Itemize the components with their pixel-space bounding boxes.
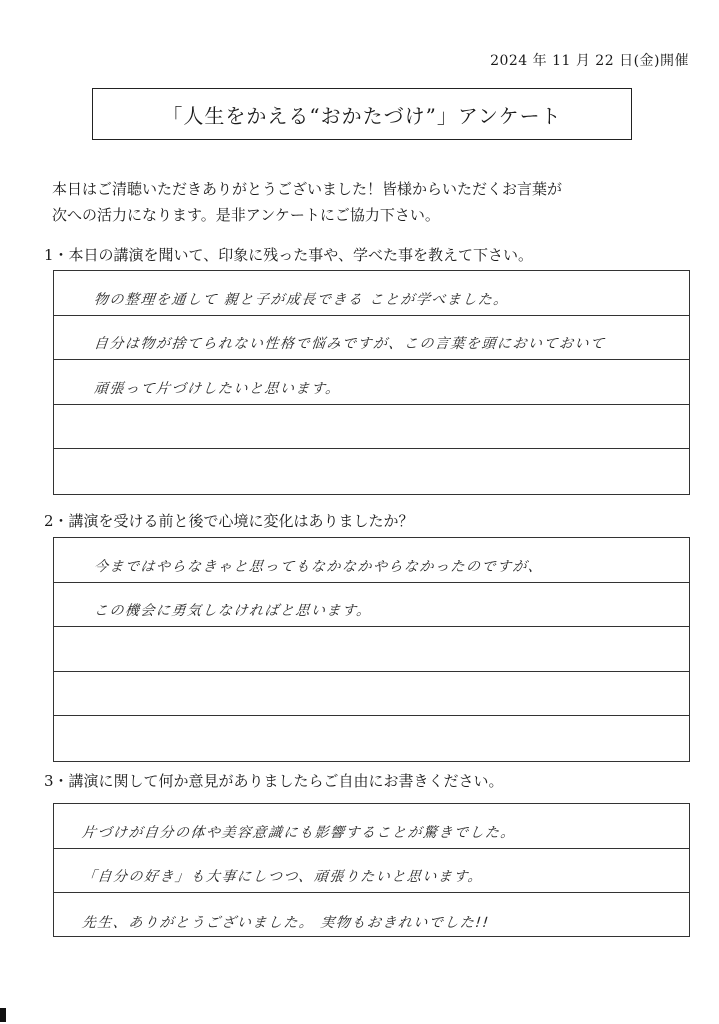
handwritten-answer: 今まではやらなきゃと思ってもなかなかやらなかったのですが、	[93, 558, 545, 575]
answer-line	[54, 583, 689, 628]
answer-line	[54, 449, 689, 494]
intro-text	[52, 176, 692, 228]
handwritten-answer: 片づけが自分の体や美容意識にも影響することが驚きでした。	[81, 824, 517, 841]
answer-line	[54, 538, 689, 583]
intro-line-1: 本日はご清聴いただきありがとうございました！皆様からいただくお言葉が	[52, 180, 563, 198]
answer-line	[54, 627, 689, 672]
handwritten-answer: 先生、ありがとうございました。 実物もおきれいでした!!	[81, 914, 491, 931]
answer-line	[54, 360, 689, 405]
answer-line	[54, 672, 689, 717]
answer-line	[54, 316, 689, 361]
answer-line	[54, 716, 689, 761]
event-date: 2024 年 11 月 22 日(金)開催	[490, 53, 689, 69]
survey-title-text: 「人生をかえる“おかたづけ”」アンケート	[162, 103, 562, 128]
answer-line	[54, 849, 689, 894]
answer-line	[54, 271, 689, 316]
answer-box-1	[53, 270, 690, 495]
question-1: 1・本日の講演を聞いて、印象に残った事や、学べた事を教えて下さい。	[44, 246, 533, 264]
handwritten-answer: この機会に勇気しなければと思います。	[93, 603, 373, 619]
answer-line	[54, 804, 689, 849]
answer-line	[54, 405, 689, 450]
handwritten-answer: 自分は物が捨てられない性格で悩みですが、この言葉を頭においておいて	[93, 336, 607, 352]
scan-mark	[0, 1008, 6, 1022]
answer-line	[54, 893, 689, 938]
handwritten-answer: 「自分の好き」も大事にしつつ、頑張りたいと思います。	[81, 869, 485, 885]
question-3: 3・講演に関して何か意見がありましたらご自由にお書きください。	[44, 772, 504, 790]
handwritten-answer: 頑張って片づけしたいと思います。	[93, 380, 342, 397]
survey-title	[92, 88, 632, 140]
answer-box-2	[53, 537, 690, 762]
intro-line-2: 次への活力になります。是非アンケートにご協力下さい。	[52, 206, 440, 224]
answer-box-3	[53, 803, 690, 937]
handwritten-answer: 物の整理を通して 親と子が成長できる ことが学べました。	[93, 291, 510, 308]
question-2: 2・講演を受ける前と後で心境に変化はありましたか？	[44, 512, 414, 530]
